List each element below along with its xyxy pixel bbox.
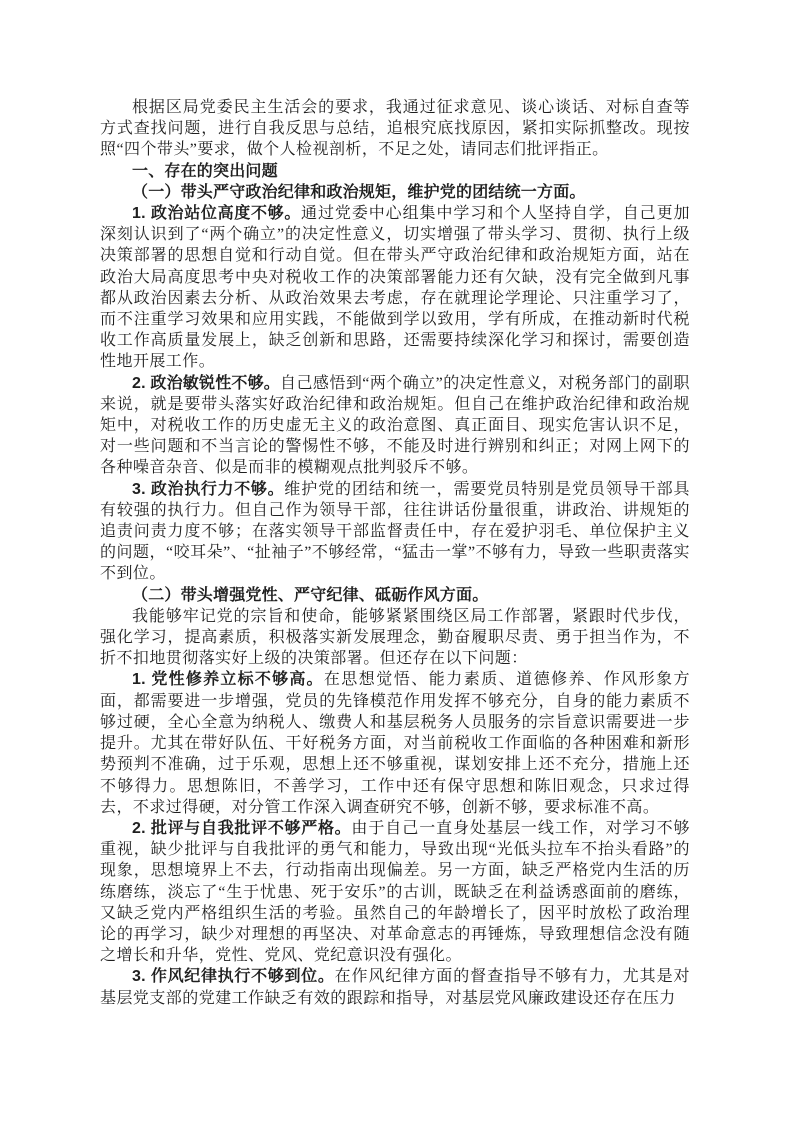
section2-paragraph-2 <box>100 818 690 966</box>
section2-paragraph-3 <box>100 966 690 1008</box>
section1-paragraph-2 <box>100 373 690 479</box>
section2-heading: （二）带头增强党性、严守纪律、砥砺作风方面。 <box>132 586 489 604</box>
section1-paragraph-2-text: 自己感悟到“两个确立”的决定性意义，对税务部门的副职来说，就是要带头落实好政治纪律和政治规矩。但自己在维护政治纪律和政治规矩中，对税收工作的历史虚无主义的政治意图、真正面目、现实危害认识不足，对一些问题和不当言论的警惕性不够，不能及时进行辨别和纠正；对网上网下的各种噪音杂音、似是而非的模糊观点批判驳斥不够。 <box>100 374 690 477</box>
section2-paragraph-1-lead: 1. 党性修养立标不够高。 <box>132 671 324 689</box>
section1-paragraph-3 <box>100 479 690 585</box>
part1-heading: 一、存在的突出问题 <box>132 162 278 180</box>
intro-paragraph: 根据区局党委民主生活会的要求，我通过征求意见、谈心谈话、对标自查等方式查找问题，进行自我反思与总结，追根究底找原因，紧扣实际抓整改。现按照“四个带头”要求，做个人检视剖析，不足之处，请同志们批评指正。 <box>100 99 690 159</box>
section2-paragraph-1-text: 在思想觉悟、能力素质、道德修养、作风形象方面，都需要进一步增强，党员的先锋模范作用发挥不够充分，自身的能力素质不够过硬，全心全意为纳税人、缴费人和基层税务人员服务的宗旨意识需要进一步提升。尤其在带好队伍、干好税务方面，对当前税收工作面临的各种困难和新形势预判不准确，过于乐观，思想上还不够重视，谋划安排上还不充分，措施上还不够得力。思想陈旧，不善学习，工作中还有保守思想和陈旧观念，只求过得去，不求过得硬，对分管工作深入调查研究不够，创新不够，要求标准不高。 <box>100 671 691 816</box>
section2-paragraph-1 <box>100 669 690 817</box>
section1-paragraph-2-lead: 2. 政治敏锐性不够。 <box>132 374 281 392</box>
section1-heading: （一）带头严守政治纪律和政治规矩，维护党的团结统一方面。 <box>132 183 586 201</box>
section1-paragraph-3-text: 维护党的团结和统一，需要党员特别是党员领导干部具有较强的执行力。但自己作为领导干部，往往讲话份量很重，讲政治、讲规矩的追责问责力度不够；在落实领导干部监督责任中，存在爱护羽毛、单位保护主义的问题，“咬耳朵”、“扯袖子”不够经常，“猛击一掌”不够有力，导致一些职责落实不到位。 <box>100 480 690 583</box>
section2-paragraph-3-lead: 3. 作风纪律执行不够到位。 <box>132 968 335 986</box>
section1-paragraph-1-text: 通过党委中心组集中学习和个人坚持自学，自己更加深刻认识到了“两个确立”的决定性意义，切实增强了带头学习、贯彻、执行上级决策部署的思想自觉和行动自觉。但在带头严守政治纪律和政治规矩方面，站在政治大局高度思考中央对税收工作的决策部署能力还有欠缺，没有完全做到凡事都从政治因素去分析、从政治效果去考虑，存在就理论学理论、只注重学习了，而不注重学习效果和应用实践，不能做到学以致用，学有所成，在推动新时代税收工作高质量发展上，缺乏创新和思路，还需要持续深化学习和探讨，需要创造性地开展工作。 <box>100 205 690 371</box>
section1-paragraph-1-lead: 1. 政治站位高度不够。 <box>132 205 302 223</box>
section2-intro-paragraph: 我能够牢记党的宗旨和使命，能够紧紧围绕区局工作部署，紧跟时代步伐，强化学习，提高素质，积极落实新发展理念，勤奋履职尽责、勇于担当作为，不折不扣地贯彻落实好上级的决策部署。但还存在以下问题： <box>100 607 690 668</box>
section1-paragraph-1 <box>100 203 690 373</box>
section2-paragraph-2-text: 由于自己一直身处基层一线工作，对学习不够重视，缺少批评与自我批评的勇气和能力，导致出现“光低头拉车不抬头看路”的现象，思想境界上不去，行动指南出现偏差。另一方面，缺乏严格党内生活的历练磨练，淡忘了“生于忧患、死于安乐”的古训，既缺乏在利益诱惑面前的磨练，又缺乏党内严格组织生活的考验。虽然自己的年龄增长了，因平时放松了政治理论的再学习，缺少对理想的再坚决、对革命意志的再锤炼，导致理想信念没有随之增长和升华，党性、党风、党纪意识没有强化。 <box>100 819 690 965</box>
section1-paragraph-3-lead: 3. 政治执行力不够。 <box>132 480 285 498</box>
section2-paragraph-3-text: 在作风纪律方面的督查指导不够有力，尤其是对基层党支部的党建工作缺乏有效的跟踪和指导，对基层党风廉政建设还存在压力 <box>100 968 690 1007</box>
section2-paragraph-2-lead: 2. 批评与自我批评不够严格。 <box>132 819 352 837</box>
